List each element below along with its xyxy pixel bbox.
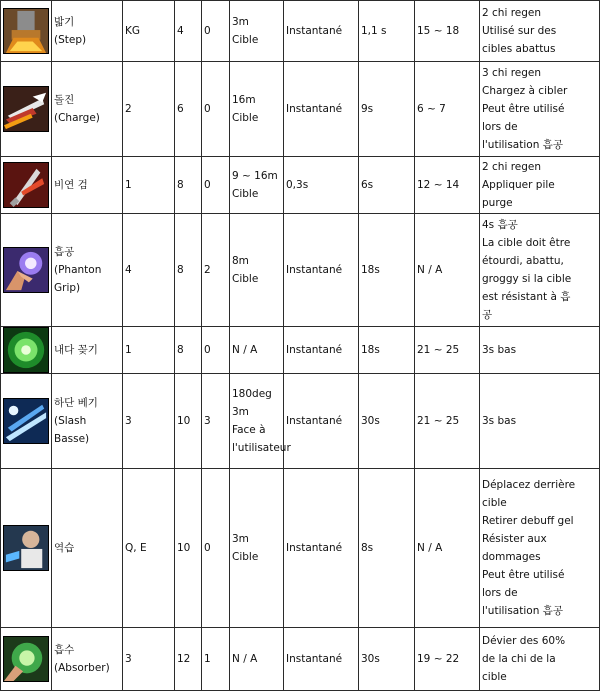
skill-icon-cell [1,327,52,374]
text-line: étourdi, abattu, [482,255,564,267]
flying-sword-skill-icon [3,162,49,208]
text-line: l'utilisation 흡공 [482,139,563,151]
skill-range [230,469,284,628]
text-line: Cible [232,34,259,46]
table-row [1,374,600,469]
skill-name [52,157,123,214]
text-line: Instantané [286,344,343,356]
skill-icon-cell [1,214,52,327]
text-line: (Phanton [54,264,102,276]
skill-range [230,214,284,327]
text-line: lors de [482,121,518,133]
text-line: Basse) [54,433,90,445]
text-line: Cible [232,273,259,285]
skill-key: 3 [123,628,175,691]
skill-damage: 6 ~ 7 [415,62,480,157]
skill-key: Q, E [123,469,175,628]
skill-value: 0 [202,469,230,628]
skill-damage: 15 ~ 18 [415,1,480,62]
skill-cooldown: 30s [359,628,415,691]
text-line: Chargez à cibler [482,85,568,97]
skill-value: 0 [202,157,230,214]
skill-damage: 21 ~ 25 [415,327,480,374]
text-line: 내다 꽂기 [54,344,98,356]
text-line: (Slash [54,415,87,427]
text-line: 비연 검 [54,179,88,191]
skill-cast-time [284,628,359,691]
text-line: N / A [232,653,258,665]
skill-range [230,327,284,374]
skill-cast-time [284,374,359,469]
skill-chi-cost: 6 [175,62,202,157]
skill-name [52,374,123,469]
skill-key: 1 [123,327,175,374]
text-line: 16m [232,94,256,106]
text-line: lors de [482,587,518,599]
table-row [1,327,600,374]
text-line: cible [482,671,507,683]
skill-cast-time [284,469,359,628]
text-line: 2 chi regen [482,161,542,173]
text-line: Face à [232,424,266,436]
skill-effect [480,374,600,469]
text-line: 3m [232,406,249,418]
skill-value: 2 [202,214,230,327]
skill-cast-time [284,1,359,62]
skill-icon-cell [1,62,52,157]
absorb-skill-icon [3,636,49,682]
text-line: La cible doit être [482,237,571,249]
text-line: de la chi de la [482,653,556,665]
skill-name [52,327,123,374]
skill-chi-cost: 8 [175,327,202,374]
table-row [1,628,600,691]
skill-effect [480,62,600,157]
skill-effect [480,157,600,214]
skill-range [230,1,284,62]
text-line: 공 [482,309,493,321]
skill-range [230,157,284,214]
text-line: Peut être utilisé [482,569,565,581]
skill-name [52,628,123,691]
phantom-grip-skill-icon [3,247,49,293]
skill-key: 1 [123,157,175,214]
skill-value: 0 [202,62,230,157]
skill-cooldown: 9s [359,62,415,157]
text-line: 돌진 [54,94,75,106]
skill-value: 0 [202,1,230,62]
text-line: Instantané [286,25,343,37]
table-row [1,214,600,327]
skill-key: 2 [123,62,175,157]
skill-effect [480,628,600,691]
skill-range [230,62,284,157]
text-line: 2 chi regen [482,7,542,19]
skill-name [52,1,123,62]
text-line: 역습 [54,542,75,554]
skill-name [52,469,123,628]
skill-key: 3 [123,374,175,469]
skill-chi-cost: 10 [175,469,202,628]
text-line: 흡수 [54,644,75,656]
text-line: Utilisé sur des [482,25,557,37]
text-line: 3m [232,533,249,545]
text-line: Déplacez derrière [482,479,576,491]
skill-damage: 12 ~ 14 [415,157,480,214]
skill-damage: 19 ~ 22 [415,628,480,691]
text-line: Dévier des 60% [482,635,566,647]
table-row [1,62,600,157]
skill-chi-cost: 8 [175,214,202,327]
skill-icon-cell [1,628,52,691]
step-skill-icon [3,8,49,54]
skill-damage: N / A [415,214,480,327]
skill-chi-cost: 10 [175,374,202,469]
skill-damage: 21 ~ 25 [415,374,480,469]
low-slash-skill-icon [3,398,49,444]
skill-range [230,628,284,691]
skill-value: 1 [202,628,230,691]
skill-cast-time [284,157,359,214]
skill-range [230,374,291,469]
text-line: (Absorber) [54,662,110,674]
text-line: l'utilisateur [232,442,291,454]
text-line: Instantané [286,542,343,554]
text-line: 8m [232,255,249,267]
skill-key: 4 [123,214,175,327]
text-line: 3s bas [482,344,517,356]
text-line: groggy si la cible [482,273,572,285]
text-line: cible [482,497,507,509]
text-line: dommages [482,551,541,563]
text-line: 3m [232,16,249,28]
skill-cooldown: 6s [359,157,415,214]
skill-cast-time [284,62,359,157]
text-line: 4s 흡공 [482,219,518,231]
skill-chi-cost: 12 [175,628,202,691]
skill-effect [480,327,600,374]
skill-name [52,62,123,157]
text-line: Cible [232,112,259,124]
skill-icon-cell [1,157,52,214]
table-row [1,469,600,628]
skill-cooldown: 1,1 s [359,1,415,62]
skill-key: KG [123,1,175,62]
skill-cast-time [284,327,359,374]
skill-name [52,214,123,327]
text-line: Instantané [286,415,343,427]
text-line: 9 ~ 16m [232,170,278,182]
skill-cast-time [284,214,359,327]
skill-damage: N / A [415,469,480,628]
text-line: Cible [232,551,259,563]
skill-icon-cell [1,1,52,62]
text-line: Instantané [286,653,343,665]
text-line: N / A [232,344,258,356]
skill-effect [480,214,600,327]
text-line: 하단 베기 [54,397,98,409]
text-line: 흡공 [54,246,75,258]
text-line: l'utilisation 흡공 [482,605,563,617]
skill-icon-cell [1,374,52,469]
text-line: Peut être utilisé [482,103,565,115]
charge-skill-icon [3,86,49,132]
skill-effect [480,469,600,628]
text-line: 3 chi regen [482,67,542,79]
text-line: Instantané [286,103,343,115]
text-line: Instantané [286,264,343,276]
skill-value: 3 [202,374,230,469]
text-line: 0,3s [286,179,309,191]
skill-value: 0 [202,327,230,374]
text-line: (Step) [54,34,87,46]
text-line: (Charge) [54,112,100,124]
text-line: Résister aux [482,533,547,545]
text-line: 3s bas [482,415,517,427]
text-line: Retirer debuff gel [482,515,574,527]
text-line: est résistant à 흡 [482,291,571,303]
text-line: Appliquer pile [482,179,555,191]
text-line: 밟기 [54,16,75,28]
text-line: cibles abattus [482,43,556,55]
skill-cooldown: 8s [359,469,415,628]
skill-cooldown: 18s [359,327,415,374]
skill-cooldown: 30s [359,374,415,469]
text-line: purge [482,197,513,209]
counter-skill-icon [3,525,49,571]
skill-cooldown: 18s [359,214,415,327]
table-row [1,1,600,62]
skill-effect [480,1,600,62]
skill-chi-cost: 4 [175,1,202,62]
skill-icon-cell [1,469,52,628]
text-line: Cible [232,188,259,200]
text-line: 180deg [232,388,272,400]
slam-skill-icon [3,327,49,373]
skill-chi-cost: 8 [175,157,202,214]
table-row [1,157,600,214]
text-line: Grip) [54,282,81,294]
